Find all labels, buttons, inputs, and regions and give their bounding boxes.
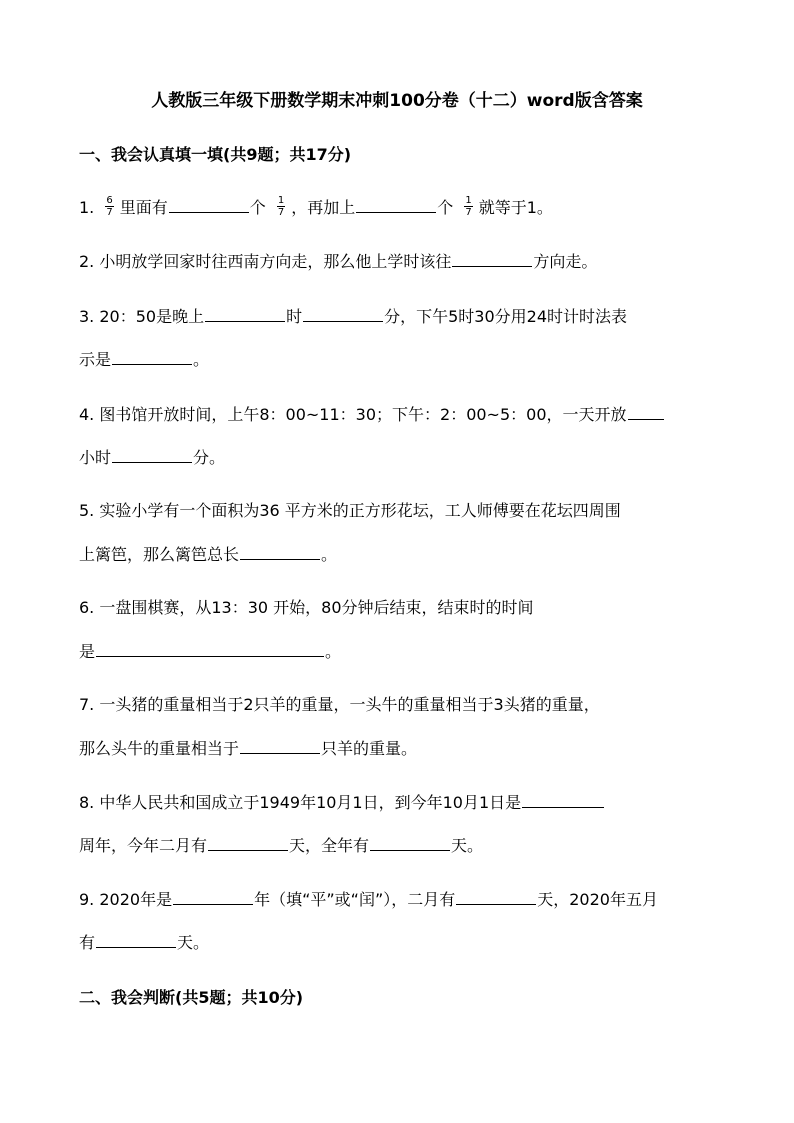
answer-blank[interactable] [112, 348, 192, 365]
question-4-continued: 小时 分。 [79, 448, 226, 467]
question-7: 7. 一头猪的重量相当于2只羊的重量，一头牛的重量相当于3头猪的重量， [79, 695, 600, 714]
answer-blank[interactable] [452, 250, 532, 267]
answer-blank[interactable] [169, 196, 249, 213]
question-3-continued: 示是 。 [79, 350, 210, 369]
answer-blank[interactable] [370, 834, 450, 851]
question-5: 5. 实验小学有一个面积为36 平方米的正方形花坛，工人师傅要在花坛四周围 [79, 501, 621, 520]
answer-blank[interactable] [96, 931, 176, 948]
question-2: 2. 小明放学回家时往西南方向走，那么他上学时该往 方向走。 [79, 252, 598, 271]
question-4: 4. 图书馆开放时间，上午8：00~11：30；下午：2：00~5：00，一天开放 [79, 403, 665, 426]
question-6-continued: 是 。 [79, 642, 342, 661]
question-8-continued: 周年，今年二月有 天，全年有 天。 [79, 836, 484, 855]
answer-blank[interactable] [96, 640, 324, 657]
answer-blank[interactable] [356, 196, 436, 213]
answer-blank[interactable] [628, 403, 664, 420]
question-5-continued: 上篱笆，那么篱笆总长 。 [79, 545, 338, 564]
answer-blank[interactable] [173, 888, 253, 905]
question-9: 9. 2020年是 年（填“平”或“闰”），二月有 天，2020年五月 [79, 890, 658, 909]
answer-blank[interactable] [205, 305, 285, 322]
document-title: 人教版三年级下册数学期末冲刺100分卷（十二）word版含答案 [151, 91, 643, 111]
question-1: 1. $\frac{6}{7}$ 里面有 个 $\frac{1}{7}$ ，再加上 个 $\frac{1}{7}$ 就等于1。 [79, 195, 553, 218]
fraction-six-sevenths: $\frac{6}{7}$ [106, 195, 113, 218]
section-heading-fill-in: 一、我会认真填一填(共9题；共17分) [79, 145, 352, 164]
answer-blank[interactable] [240, 737, 320, 754]
q1-number: 1. [79, 198, 95, 217]
answer-blank[interactable] [240, 543, 320, 560]
answer-blank[interactable] [456, 888, 536, 905]
answer-blank[interactable] [112, 446, 192, 463]
answer-blank[interactable] [522, 791, 604, 808]
answer-blank[interactable] [303, 305, 383, 322]
question-3: 3. 20：50是晚上 时 分，下午5时30分用24时计时法表 [79, 307, 627, 326]
question-6: 6. 一盘围棋赛，从13：30 开始，80分钟后结束，结束时的时间 [79, 598, 534, 617]
fraction-one-seventh: $\frac{1}{7}$ [277, 195, 285, 218]
section-heading-judge: 二、我会判断(共5题；共10分) [79, 988, 304, 1007]
question-8: 8. 中华人民共和国成立于1949年10月1日，到今年10月1日是 [79, 791, 605, 814]
fraction-one-seventh: $\frac{1}{7}$ [465, 195, 472, 218]
answer-blank[interactable] [208, 834, 288, 851]
question-9-continued: 有 天。 [79, 933, 210, 952]
question-7-continued: 那么头牛的重量相当于 只羊的重量。 [79, 739, 418, 758]
